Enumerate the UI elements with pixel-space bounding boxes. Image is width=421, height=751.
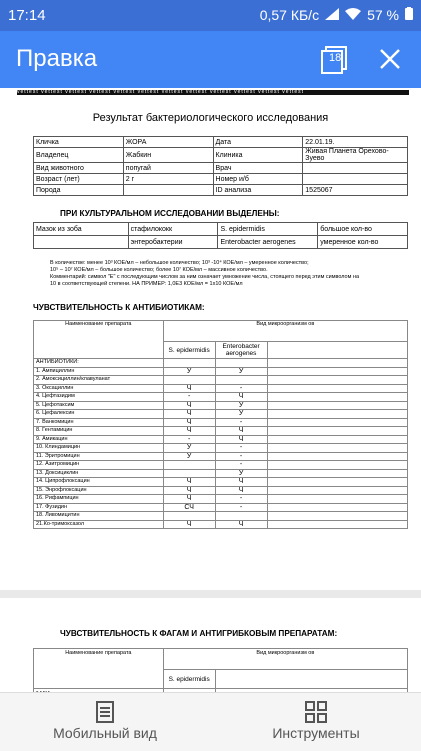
antibiotic-cell [163, 376, 215, 385]
info-cell: Жабкин [123, 148, 213, 163]
antibiotic-cell: У [163, 452, 215, 461]
empty-cell [267, 401, 407, 410]
antibiotic-table [33, 320, 408, 529]
page-selector-button[interactable] [318, 43, 350, 75]
info-cell: Возраст (лет) [34, 174, 124, 185]
antibiotic-cell: Ч [163, 478, 215, 487]
org2-header: Enterobacter aerogenes [215, 342, 267, 359]
info-cell: Кличка [34, 137, 124, 148]
isolated-cell: энтеробактерии [128, 236, 218, 249]
close-button[interactable] [374, 43, 406, 75]
antibiotic-row [34, 401, 408, 410]
isolated-table [33, 222, 408, 249]
empty-cell [267, 410, 407, 419]
info-cell [303, 174, 408, 185]
antibiotic-cell: 6. Цефалексин [34, 410, 164, 419]
antibiotic-row [34, 376, 408, 385]
antibiotic-cell: 11. Эритромицин [34, 452, 164, 461]
org1-header: S. epidermidis [163, 342, 215, 359]
antibiotic-cell [163, 469, 215, 478]
info-cell [123, 185, 213, 196]
document-title: Результат бактериологического исследования [92, 112, 329, 124]
empty-cell [267, 393, 407, 402]
antibiotic-cell: Ч [215, 427, 267, 436]
antibiotic-cell: 1. Ампициллин [34, 367, 164, 376]
antibiotic-row [34, 452, 408, 461]
info-cell: 22.01.19. [303, 137, 408, 148]
app-title: Правка [16, 45, 98, 72]
note-line: 10 в соответствующей степени. НА ПРИМЕР: 1,0E3 КОЕ/мл = 1х10 КОЕ/мл [50, 281, 243, 287]
empty-cell [267, 367, 407, 376]
antibiotic-cell: 3. Оксациллин [34, 384, 164, 393]
antibiotic-cell [215, 376, 267, 385]
antibiotic-cell: 12. Азитромицин [34, 461, 164, 470]
antibiotic-cell: 15. Энрофлоксацин [34, 486, 164, 495]
antibiotic-row [34, 520, 408, 529]
antibiotic-row [34, 512, 408, 521]
col-drug-name: Наименование препарата [34, 321, 164, 359]
empty-cell [267, 469, 407, 478]
data-speed: 0,57 КБ/с [259, 7, 320, 23]
antibiotic-cell: - [215, 418, 267, 427]
antibiotic-row [34, 435, 408, 444]
isolated-cell [34, 236, 129, 249]
info-row [34, 137, 408, 148]
antibiotic-row [34, 393, 408, 402]
note-line: 10⁵ – 10⁷ КОЕ/мл – большое количество; более 10⁷ КОЕ/мл – массивное количество. [50, 267, 268, 273]
page-number-badge: 18 [329, 52, 342, 64]
antibiotic-cell: Ч [215, 478, 267, 487]
phage-heading: ЧУВСТВИТЕЛЬНОСТЬ К ФАГАМ И АНТИГРИБКОВЫМ ПРЕПАРАТАМ: [60, 629, 338, 638]
info-cell [303, 163, 408, 174]
info-row [34, 163, 408, 174]
antibiotic-cell [163, 512, 215, 521]
note-line: Комментарий: символ "E" с последующим числом за ним означает умножение числа, стоящего перед этим символом на [50, 274, 360, 280]
antibiotic-cell: Ч [163, 418, 215, 427]
antibiotic-cell: Ч [163, 495, 215, 504]
antibiotic-cell: У [215, 401, 267, 410]
antibiotic-row [34, 478, 408, 487]
antibiotic-cell: - [215, 444, 267, 453]
antibiotic-cell: - [215, 384, 267, 393]
phage-org1-header: S. epidermidis [163, 670, 215, 689]
isolated-cell: большое кол-во [318, 223, 408, 236]
antibiotic-cell: У [163, 444, 215, 453]
antibiotic-cell: - [215, 495, 267, 504]
ab-group-label: АНТИБИОТИКИ: [34, 359, 164, 368]
isolated-cell: Enterobacter aerogenes [218, 236, 318, 249]
vettest-header-strip: vettest vettest vettest vettest vettest vettest vettest vettest vettest vettest vettest vettest [17, 90, 409, 95]
grid-icon [216, 699, 416, 725]
empty-cell [267, 503, 407, 512]
info-cell: попугай [123, 163, 213, 174]
empty-cell [163, 359, 215, 368]
phage-col-organism-kind: Вид микроорганизм ов [163, 649, 407, 670]
antibiotic-cell: 2. Амоксициллин/клавуланат [34, 376, 164, 385]
antibiotic-cell: Ч [163, 427, 215, 436]
antibiotic-cell: - [215, 503, 267, 512]
antibiotic-cell: Ч [163, 520, 215, 529]
status-time: 17:14 [8, 7, 46, 24]
info-row [34, 185, 408, 196]
status-bar [0, 0, 421, 31]
empty-cell [267, 478, 407, 487]
patient-info-table [33, 136, 408, 196]
battery-percent: 57 % [367, 7, 399, 23]
antibiotic-cell: Ч [163, 401, 215, 410]
antibiotic-cell: 7. Ванкомицин [34, 418, 164, 427]
antibiotic-cell: Ч [215, 435, 267, 444]
empty-cell [267, 376, 407, 385]
antibiotic-cell: У [215, 410, 267, 419]
empty-cell [267, 512, 407, 521]
phage-col-drug-name: Наименование препарата [34, 649, 164, 689]
antibiotic-cell: У [215, 469, 267, 478]
empty-cell [215, 670, 407, 689]
signal-icon [325, 7, 339, 23]
empty-header-cell [267, 342, 407, 359]
antibiotic-cell: 5. Цефотаксим [34, 401, 164, 410]
info-cell: 2 г [123, 174, 213, 185]
antibiotic-cell: - [215, 452, 267, 461]
antibiotic-row [34, 503, 408, 512]
antibiotic-row [34, 469, 408, 478]
antibiotic-row [34, 367, 408, 376]
antibiotic-cell: Ч [163, 486, 215, 495]
antibiotic-cell: 21.Ко-тримоксазол [34, 520, 164, 529]
isolated-cell: Мазок из зоба [34, 223, 129, 236]
empty-cell [267, 486, 407, 495]
wifi-icon [345, 7, 361, 23]
empty-cell [267, 427, 407, 436]
antibiotic-cell: - [163, 393, 215, 402]
isolated-cell: S. epidermidis [218, 223, 318, 236]
antibiotic-cell: Ч [163, 410, 215, 419]
app-bar [0, 31, 421, 88]
empty-cell [267, 520, 407, 529]
info-cell: Порода [34, 185, 124, 196]
isolated-heading: ПРИ КУЛЬТУРАЛЬНОМ ИССЛЕДОВАНИИ ВЫДЕЛЕНЫ: [60, 209, 280, 218]
info-cell: Владелец [34, 148, 124, 163]
empty-cell [267, 359, 407, 368]
tools-label: Инструменты [272, 725, 360, 741]
antibiotic-cell: 14. Ципрофлоксацин [34, 478, 164, 487]
info-cell: Дата [213, 137, 303, 148]
antibiotic-cell [163, 461, 215, 470]
tools-button[interactable] [216, 699, 416, 741]
empty-cell [267, 418, 407, 427]
antibiotic-cell: Ч [163, 384, 215, 393]
antibiotic-cell: 4. Цефтазидим [34, 393, 164, 402]
empty-cell [267, 452, 407, 461]
isolated-row [34, 236, 408, 249]
bottom-toolbar [0, 692, 421, 751]
antibiotic-cell: 13. Доксициклин [34, 469, 164, 478]
antibiotic-row [34, 444, 408, 453]
antibiotic-row [34, 495, 408, 504]
empty-cell [267, 444, 407, 453]
document-page-2[interactable] [0, 598, 421, 692]
antibiotic-row [34, 427, 408, 436]
antibiotic-cell: 9. Амикацин [34, 435, 164, 444]
info-cell: Живая Планета Орехово-Зуево [303, 148, 408, 163]
info-cell: Клиника [213, 148, 303, 163]
antibiotic-cell: 16. Рифампицин [34, 495, 164, 504]
antibiotic-row [34, 486, 408, 495]
isolated-row [34, 223, 408, 236]
empty-cell [215, 359, 267, 368]
antibiotic-cell: Ч [215, 486, 267, 495]
info-row [34, 174, 408, 185]
info-cell: ID анализа [213, 185, 303, 196]
info-cell: 1525067 [303, 185, 408, 196]
antibiotic-cell: У [163, 367, 215, 376]
empty-cell [267, 384, 407, 393]
antibiotic-heading: ЧУВСТВИТЕЛЬНОСТЬ К АНТИБИОТИКАМ: [33, 303, 205, 312]
empty-cell [267, 495, 407, 504]
antibiotic-cell: - [215, 461, 267, 470]
antibiotic-cell: Ч [215, 520, 267, 529]
antibiotic-cell: У [215, 367, 267, 376]
isolated-cell: умеренное кол-во [318, 236, 408, 249]
antibiotic-cell: 18. Ливомицитин [34, 512, 164, 521]
info-cell: Вид животного [34, 163, 124, 174]
antibiotic-cell: СЧ [163, 503, 215, 512]
empty-cell [267, 461, 407, 470]
status-right [260, 7, 413, 23]
antibiotic-cell: - [163, 435, 215, 444]
mobile-view-label: Мобильный вид [53, 725, 157, 741]
close-icon [379, 48, 401, 70]
antibiotic-cell: 17. Фузидин [34, 503, 164, 512]
note-line: В количестве: менее 10³ КОЕ/мл – небольшое количество; 10³ -10⁴ КОЕ/мл – умеренное количество; [50, 260, 309, 266]
antibiotic-cell: Ч [215, 393, 267, 402]
document-icon [5, 699, 205, 725]
col-organism-kind: Вид микроорганизм ов [163, 321, 407, 342]
info-cell: ЖОРА [123, 137, 213, 148]
isolated-cell: стафилококк [128, 223, 218, 236]
antibiotic-cell: 8. Гентамицин [34, 427, 164, 436]
antibiotic-row [34, 461, 408, 470]
notes-block [50, 260, 410, 288]
antibiotic-cell: 10. Клиндамицин [34, 444, 164, 453]
antibiotic-row [34, 418, 408, 427]
info-cell: Номер и/б [213, 174, 303, 185]
empty-cell [267, 435, 407, 444]
mobile-view-button[interactable] [5, 699, 205, 741]
battery-icon [405, 7, 413, 23]
antibiotic-row [34, 384, 408, 393]
info-row [34, 148, 408, 163]
info-cell: Врач [213, 163, 303, 174]
document-page[interactable] [0, 88, 421, 590]
antibiotic-cell [215, 512, 267, 521]
antibiotic-row [34, 410, 408, 419]
